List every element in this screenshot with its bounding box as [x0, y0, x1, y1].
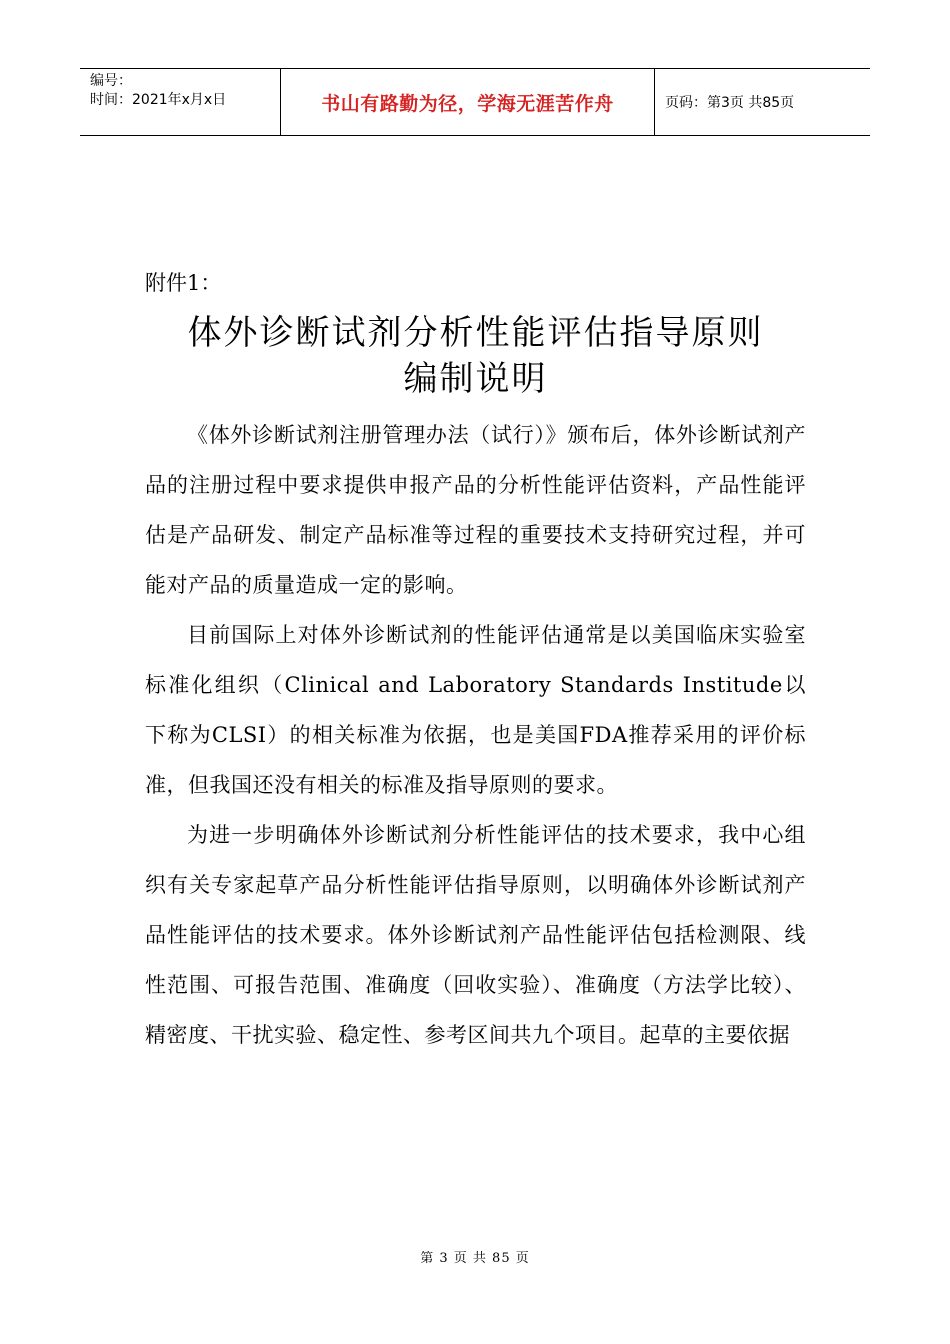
page-header	[80, 68, 870, 136]
document-number-label: 编号：	[90, 73, 132, 89]
header-page-info-cell	[655, 69, 870, 135]
document-time-label: 时间：2021年x月x日	[90, 92, 227, 108]
header-meta	[80, 69, 281, 135]
header-motto: 书山有路勤为径，学海无涯苦作舟	[321, 92, 614, 115]
document-title	[145, 310, 806, 402]
paragraph-3: 为进一步明确体外诊断试剂分析性能评估的技术要求，我中心组织有关专家起草产品分析性能评估指导原则，以明确体外诊断试剂产品性能评估的技术要求。体外诊断试剂产品性能评估包括检测限、线性范围、可报告范围、准确度（回收实验）、准确度（方法学比较）、精密度、干扰实验、稳定性、参考区间共九个项目。起草的主要依据	[145, 823, 806, 1047]
page-footer: 第 3 页 共 85 页	[420, 1251, 530, 1266]
paragraph-1: 《体外诊断试剂注册管理办法（试行）》颁布后，体外诊断试剂产品的注册过程中要求提供申报产品的分析性能评估资料，产品性能评估是产品研发、制定产品标准等过程的重要技术支持研究过程，并可能对产品的质量造成一定的影响。	[145, 423, 806, 597]
paragraph-2: 目前国际上对体外诊断试剂的性能评估通常是以美国临床实验室标准化组织（Clinical and Laboratory Standards Institude以下称为CLSI）的相关标准为依据，也是美国FDA推荐采用的评价标准，但我国还没有相关的标准及指导原则的要求。	[145, 623, 806, 797]
title-line-2: 编制说明	[403, 359, 548, 399]
attachment-label: 附件1：	[145, 271, 222, 295]
title-line-1: 体外诊断试剂分析性能评估指导原则	[187, 313, 764, 353]
header-motto-cell	[281, 69, 655, 135]
document-body	[145, 268, 806, 1060]
header-page-info: 页码：第3页 共85页	[665, 95, 795, 111]
